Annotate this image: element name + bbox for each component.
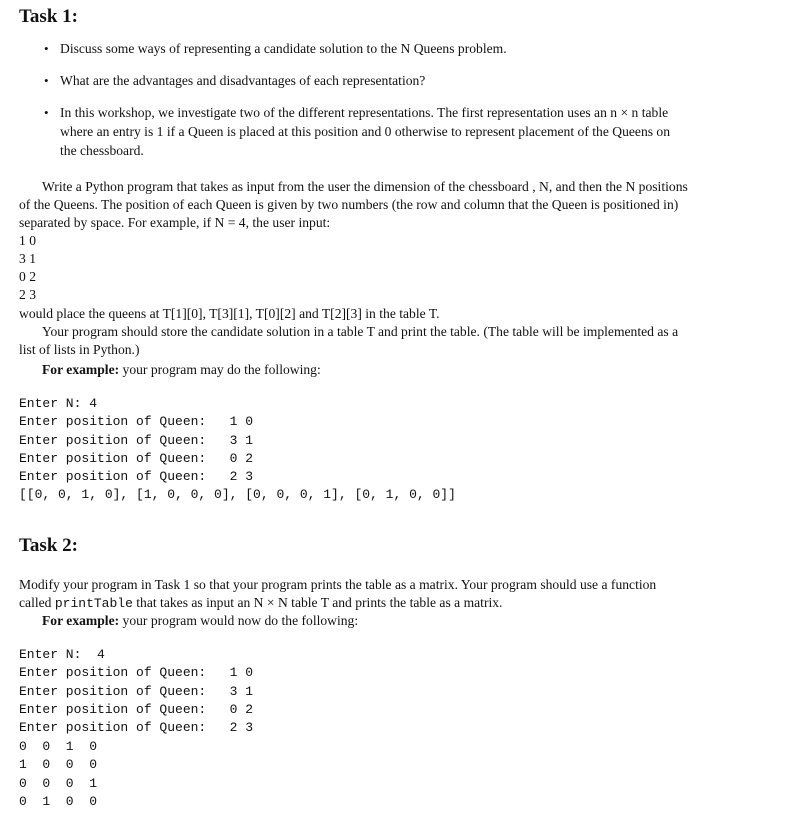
task1-bullet-3-line3: the chessboard. [60,143,144,158]
task1-para-line3: separated by space. For example, if N = 4, the user input: [19,215,331,230]
task2-code-line-2: Enter position of Queen: 1 0 [19,665,254,680]
example-text: your program may do the following: [119,362,321,377]
example-label: For example: [42,613,120,628]
input-line-3: 0 2 [19,269,36,284]
task2-code-line-3: Enter position of Queen: 3 1 [19,684,254,699]
input-line-2: 3 1 [19,251,36,266]
task1-bullet-2: What are the advantages and disadvantages of each representation? [60,73,426,88]
task2-para-pre: called [19,595,55,610]
task2-code-line-1: Enter N: 4 [19,647,105,662]
task1-code-line-1: Enter N: 4 [19,396,98,411]
task1-para2-line1: Your program should store the candidate solution in a table T and print the table. (The table will be implemented as a [42,324,679,339]
task1-example-line [42,361,321,379]
task1-code-line-4: Enter position of Queen: 0 2 [19,451,254,466]
task2-matrix-row-2: 1 0 0 0 [19,757,98,772]
example-label: For example: [42,362,120,377]
task2-code-line-5: Enter position of Queen: 2 3 [19,720,254,735]
task1-para-line2: of the Queens. The position of each Queen is given by two numbers (the row and column that the Queen is positioned in) [19,197,679,212]
task1-para2-line2: list of lists in Python.) [19,342,140,357]
task1-bullet-1: Discuss some ways of representing a candidate solution to the N Queens problem. [60,41,507,56]
task2-para-line1: Modify your program in Task 1 so that your program prints the table as a matrix. Your program should use a function [19,577,657,592]
task1-after-input: would place the queens at T[1][0], T[3][1], T[0][2] and T[2][3] in the table T. [19,306,440,321]
task2-code-line-4: Enter position of Queen: 0 2 [19,702,254,717]
task2-matrix-row-3: 0 0 0 1 [19,776,98,791]
task2-heading: Task 2: [19,535,78,556]
task1-bullet-3-line2: where an entry is 1 if a Queen is placed at this position and 0 otherwise to represent placement of the Queens on [60,124,671,139]
example-text: your program would now do the following: [119,613,359,628]
task2-matrix-row-4: 0 1 0 0 [19,794,98,809]
task1-para-line1: Write a Python program that takes as input from the user the dimension of the chessboard , N, and then the N positions [42,179,688,194]
input-line-4: 2 3 [19,287,36,302]
task1-bullet-3-line1: In this workshop, we investigate two of the different representations. The first representation uses an n × n table [60,105,669,120]
task2-para-line2 [19,594,502,613]
task1-code-line-6: [[0, 0, 1, 0], [1, 0, 0, 0], [0, 0, 0, 1], [0, 1, 0, 0]] [19,487,456,502]
bullet-dot: • [44,105,49,120]
input-line-1: 1 0 [19,233,36,248]
bullet-dot: • [44,73,49,88]
task1-code-line-2: Enter position of Queen: 1 0 [19,414,254,429]
task2-example-line [42,612,358,630]
task2-matrix-row-1: 0 0 1 0 [19,739,98,754]
task1-code-line-3: Enter position of Queen: 3 1 [19,433,254,448]
task1-heading: Task 1: [19,6,78,27]
bullet-dot: • [44,41,49,56]
function-name: printTable [54,596,133,611]
task2-para-post: that takes as input an N × N table T and prints the table as a matrix. [132,595,503,610]
task1-code-line-5: Enter position of Queen: 2 3 [19,469,254,484]
